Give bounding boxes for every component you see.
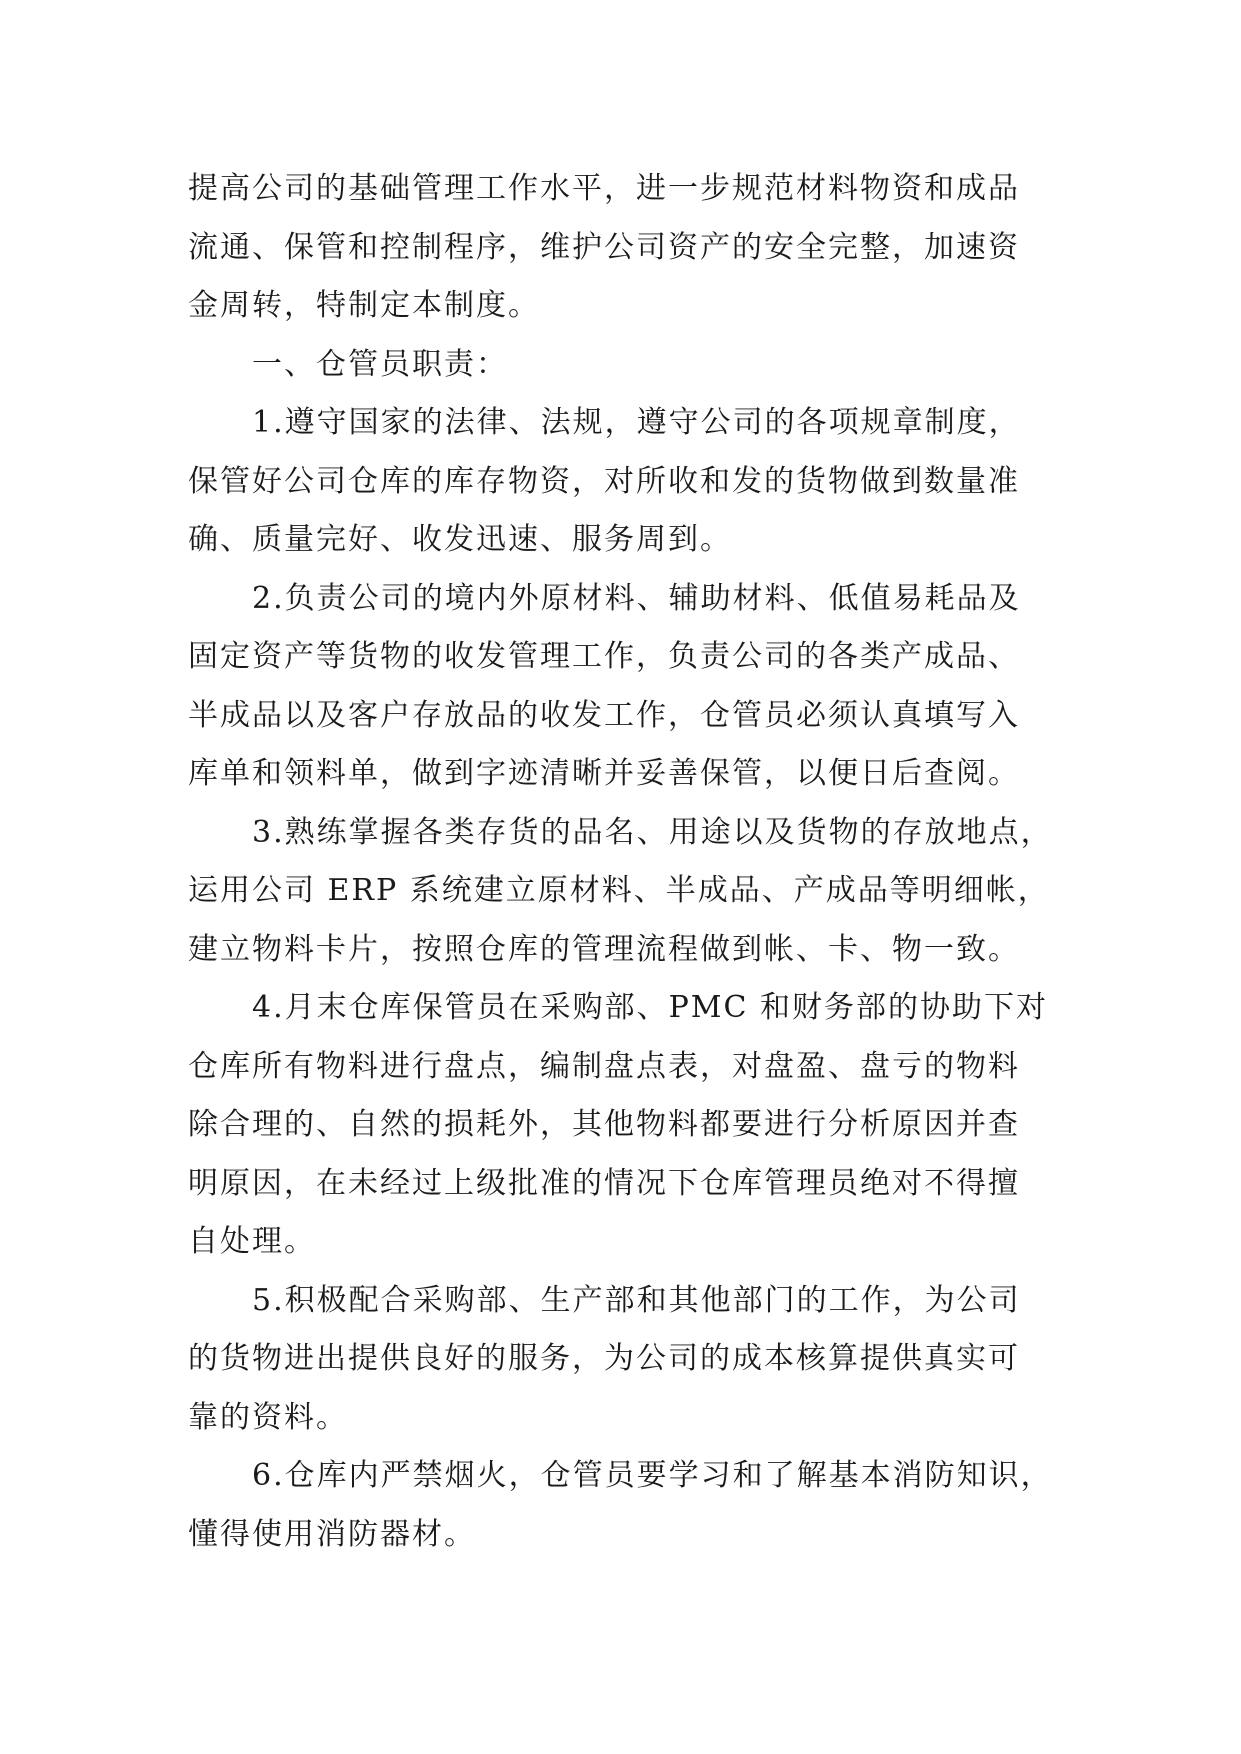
- text-line: 靠的资料。: [188, 1399, 348, 1435]
- duty-item-5: [188, 1272, 1068, 1448]
- intro-paragraph: [188, 160, 1068, 336]
- text-line: 半成品以及客户存放品的收发工作，仓管员必须认真填写入: [188, 697, 1020, 733]
- duty-item-2: [188, 570, 1068, 804]
- text-line: 5.积极配合采购部、生产部和其他部门的工作，为公司: [252, 1282, 1021, 1318]
- text-line: 流通、保管和控制程序，维护公司资产的安全完整，加速资: [188, 229, 1020, 265]
- text-line: 确、质量完好、收发迅速、服务周到。: [188, 522, 732, 557]
- text-line: 懂得使用消防器材。: [188, 1516, 476, 1552]
- text-line: 的货物进出提供良好的服务，为公司的成本核算提供真实可: [188, 1341, 1020, 1376]
- duty-item-1: [188, 394, 1068, 570]
- text-line: 保管好公司仓库的库存物资，对所收和发的货物做到数量准: [188, 463, 1020, 499]
- duty-item-4: [188, 979, 1068, 1272]
- heading-line: 一、仓管员职责：: [252, 346, 508, 382]
- text-line: 自处理。: [188, 1224, 316, 1259]
- text-line: 固定资产等货物的收发管理工作，负责公司的各类产成品、: [188, 639, 1020, 674]
- text-line: 运用公司 ERP 系统建立原材料、半成品、产成品等明细帐，: [188, 873, 1050, 908]
- section-heading: [188, 336, 1068, 395]
- text-line: 建立物料卡片，按照仓库的管理流程做到帐、卡、物一致。: [188, 931, 1020, 967]
- text-line: 除合理的、自然的损耗外，其他物料都要进行分析原因并查: [188, 1107, 1020, 1142]
- text-line: 仓库所有物料进行盘点，编制盘点表，对盘盈、盘亏的物料: [188, 1048, 1020, 1084]
- duty-item-6: [188, 1447, 1068, 1564]
- document-body: [188, 160, 1068, 1564]
- text-line: 明原因，在未经过上级批准的情况下仓库管理员绝对不得擅: [188, 1165, 1020, 1201]
- text-line: 库单和领料单，做到字迹清晰并妥善保管，以便日后查阅。: [188, 756, 1020, 791]
- duty-item-3: [188, 804, 1068, 980]
- text-line: 提高公司的基础管理工作水平，进一步规范材料物资和成品: [188, 171, 1020, 206]
- text-line: 金周转，特制定本制度。: [188, 288, 540, 323]
- text-line: 6.仓库内严禁烟火，仓管员要学习和了解基本消防知识，: [252, 1458, 1053, 1493]
- text-line: 3.熟练掌握各类存货的品名、用途以及货物的存放地点，: [252, 814, 1053, 850]
- text-line: 4.月末仓库保管员在采购部、PMC 和财务部的协助下对: [252, 990, 1049, 1025]
- text-line: 1.遵守国家的法律、法规，遵守公司的各项规章制度，: [252, 405, 1021, 440]
- text-line: 2.负责公司的境内外原材料、辅助材料、低值易耗品及: [252, 580, 1021, 616]
